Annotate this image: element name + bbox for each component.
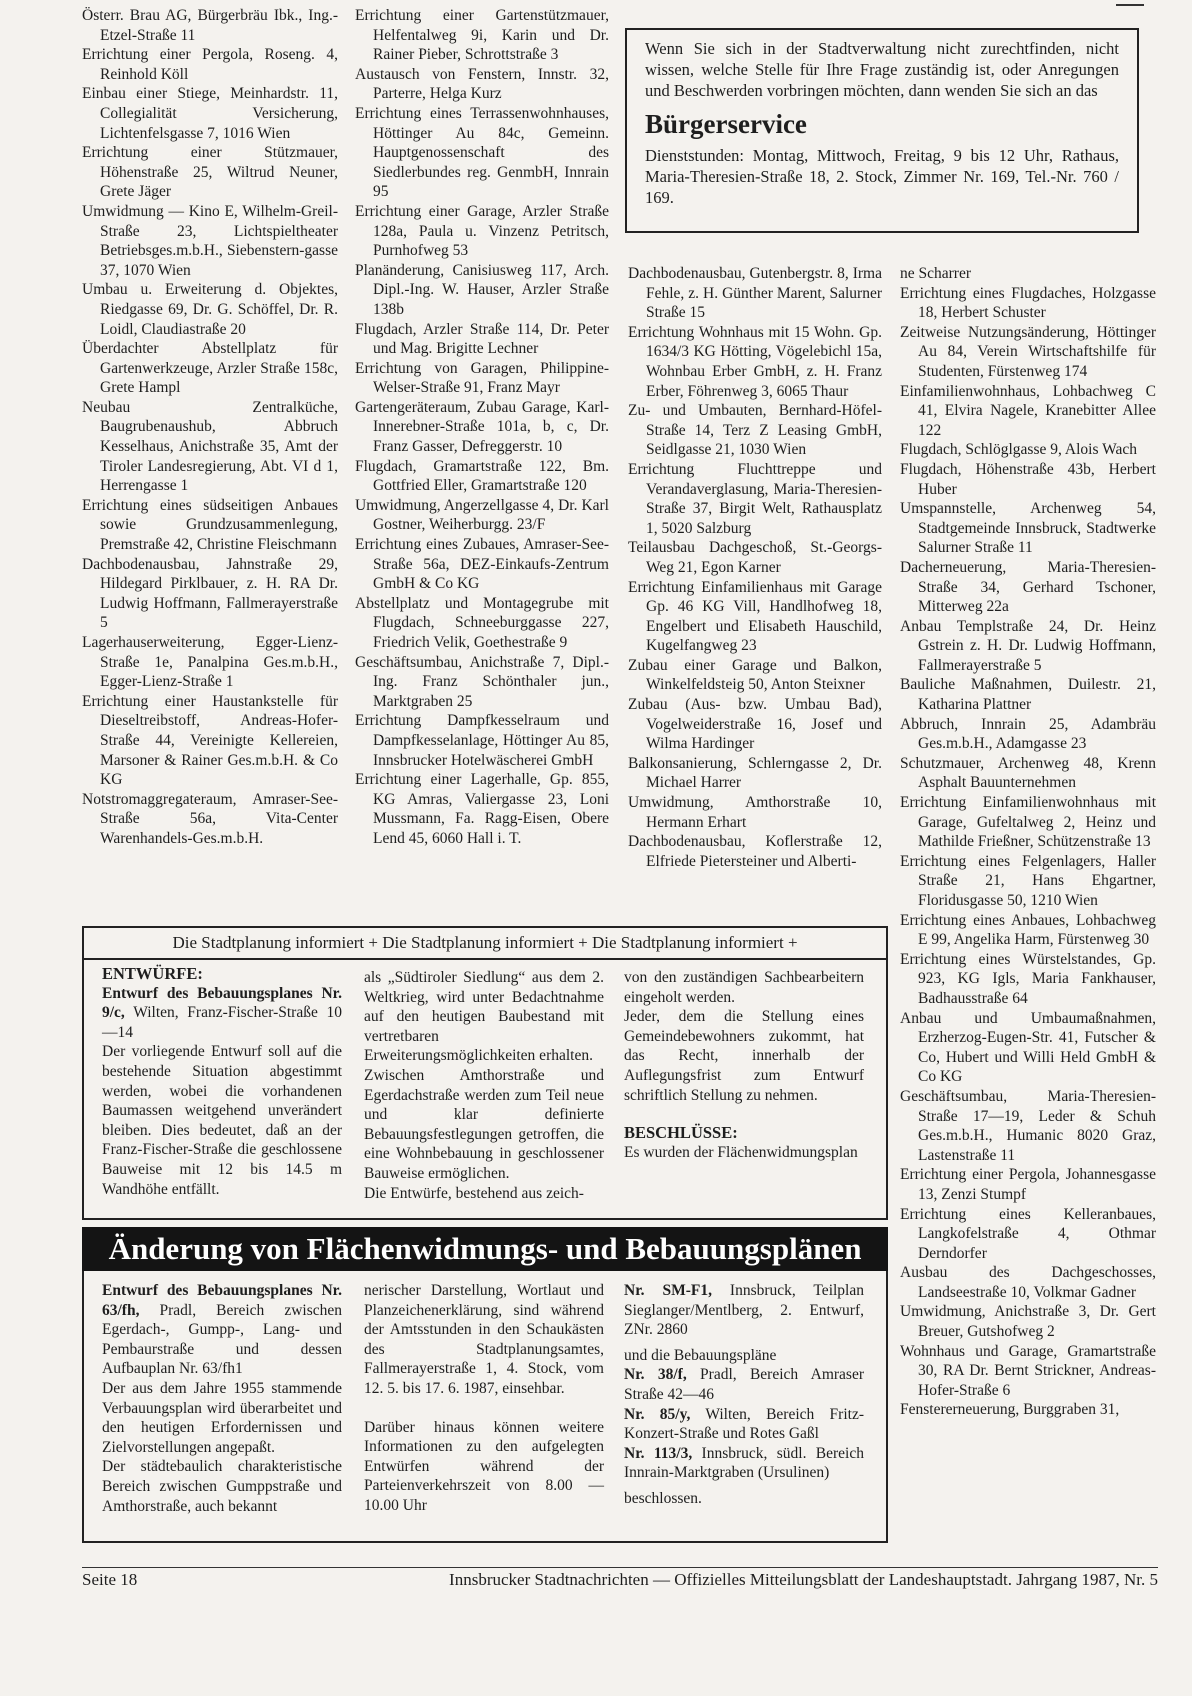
- list-item: Errichtung Einfamilienhaus mit Garage Gp. 46 KG Vill, Handlhofweg 18, Engelbert und Elisabeth Hauschild, Kugelfangweg 23: [628, 578, 882, 655]
- list-item: Einbau einer Stiege, Meinhardstr. 11, Collegialität Versicherung, Lichtenfelsgasse 7, 1016 Wien: [82, 85, 338, 142]
- list-item: Notstromaggregateraum, Amraser-See-Straße 56a, Vita-Center Warenhandels-Ges.m.b.H.: [82, 790, 338, 847]
- list-item: Zu- und Umbauten, Bernhard-Höfel-Straße 14, Terz Z Leasing GmbH, Seidlgasse 21, 1030 Wien: [628, 402, 882, 459]
- list-item: Bauliche Maßnahmen, Duilestr. 21, Katharina Plattner: [900, 676, 1156, 714]
- list-item: Teilausbau Dachgeschoß, St.-Georgs-Weg 21, Egon Karner: [628, 539, 882, 576]
- list-item: Umwidmung, Anichstraße 3, Dr. Gert Breuer, Gutshofweg 2: [900, 1303, 1156, 1341]
- bebauungsplaene-text: und die Bebauungspläne: [624, 1346, 777, 1364]
- list-item: Schutzmauer, Archenweg 48, Krenn Asphalt Bauunternehmen: [900, 754, 1156, 792]
- plan-sm-f1-label: Nr. SM-F1,: [624, 1282, 712, 1299]
- list-item: Planänderung, Canisiusweg 117, Arch. Dipl.-Ing. W. Hauser, Arzler Straße 138b: [355, 261, 609, 318]
- beschluesse-heading: BESCHLÜSSE:: [624, 1123, 738, 1143]
- aenderung-box: [82, 1271, 888, 1543]
- entwurf-63fh: [102, 1281, 342, 1379]
- plan-38f-text: Pradl, Bereich Amraser Straße 42—46: [624, 1366, 864, 1403]
- list-item: Zubau einer Garage und Balkon, Winkelfeldsteig 50, Anton Steixner: [628, 656, 882, 694]
- permit-list-column-2: [355, 6, 609, 849]
- plan-85y-label: Nr. 85/y,: [624, 1405, 691, 1423]
- list-item: Errichtung einer Haustankstelle für Dieseltreibstoff, Andreas-Hofer-Straße 44, Vereinigte Kellereien, Marsoner & Rainer Ges.m.b.H. & Co KG: [82, 692, 338, 789]
- stadtplanung-column-1: [102, 964, 342, 1199]
- publication-line: Innsbrucker Stadtnachrichten — Offizielles Mitteilungsblatt der Landeshauptstadt. Jahrgang 1987, Nr. 5: [449, 1570, 1158, 1589]
- list-item: Errichtung eines südseitigen Anbaues sowie Grundzusammenlegung, Premstraße 42, Christine Fleischmann: [82, 496, 338, 554]
- list-item: Austausch von Fenstern, Innstr. 32, Parterre, Helga Kurz: [355, 65, 609, 103]
- stadtplanung-column-2: [364, 968, 604, 1203]
- footer-rule: [82, 1567, 1158, 1568]
- list-item: Dachbodenausbau, Koflerstraße 12, Elfriede Pietersteiner und Alberti-: [628, 833, 882, 870]
- stellungnahme-text: Jeder, dem die Stellung eines Gemeindebewohners zukommt, hat das Recht, innerhalb der Auflegungsfrist zum Entwurf schriftlich Stellung zu nehmen.: [624, 1008, 864, 1104]
- list-item: Geschäftsumbau, Anichstraße 7, Dipl.-Ing. Franz Schönthaler jun., Marktgraben 25: [355, 653, 609, 710]
- list-item: Umspannstelle, Archenweg 54, Stadtgemeinde Innsbruck, Stadtwerke Salurner Straße 11: [900, 500, 1156, 557]
- verbauungsplan-text: Der aus dem Jahre 1955 stammende Verbauungsplan wird überarbeitet und den heutigen Erfordernissen und Zielvorstellungen angepaßt.: [102, 1379, 342, 1456]
- list-item: Überdachter Abstellplatz für Gartenwerkzeuge, Arzler Straße 158c, Grete Hampl: [82, 340, 338, 397]
- list-item: Lagerhauserweiterung, Egger-Lienz-Straße 1e, Panalpina Ges.m.b.H., Egger-Lienz-Straße 1: [82, 634, 338, 691]
- entwuerfe-text: Die Entwürfe, bestehend aus zeich-: [364, 1184, 584, 1202]
- list-item: Umwidmung, Angerzellgasse 4, Dr. Karl Gostner, Weiherburgg. 23/F: [355, 496, 609, 534]
- list-item: Geschäftsumbau, Maria-Theresien-Straße 17—19, Leder & Schuh Ges.m.b.H., Humanic 8020 Graz, Lastenstraße 11: [900, 1087, 1156, 1164]
- amthorstrasse-text: Zwischen Amthorstraße und Egerdachstraße werden zum Teil neue und klar definierte Bebauungsfestlegungen getroffen, die eine Wohnbebauung in geschlossener Bauweise ermöglichen.: [364, 1066, 604, 1182]
- list-item: Flugdach, Höhenstraße 43b, Herbert Huber: [900, 460, 1156, 498]
- plan-113-3: [624, 1444, 864, 1483]
- list-item: Zeitweise Nutzungsänderung, Höttinger Au 84, Verein Wirtschaftshilfe für Studenten, Fürstenweg 174: [900, 323, 1156, 380]
- buergerservice-title: Bürgerservice: [645, 109, 807, 139]
- list-item: Neubau Zentralküche, Baugrubenaushub, Abbruch Kesselhaus, Anichstraße 35, Amt der Tiroler Landesregierung, Abt. VI d 1, Herrengasse 1: [82, 398, 338, 495]
- list-item: Abbruch, Innrain 25, Adambräu Ges.m.b.H., Adamgasse 23: [900, 715, 1156, 753]
- plan-113-3-text: Innsbruck, südl. Bereich Innrain-Marktgraben (Ursulinen): [624, 1444, 864, 1482]
- entwuerfe-heading: ENTWÜRFE:: [102, 964, 203, 983]
- list-item: Anbau und Umbaumaßnahmen, Erzherzog-Eugen-Str. 41, Futscher & Co, Hubert und Willi Held GmbH & Co KG: [900, 1009, 1156, 1086]
- beschlossen-text: beschlossen.: [624, 1489, 702, 1507]
- list-item: Flugdach, Gramartstraße 122, Bm. Gottfried Eller, Gramartstraße 120: [355, 457, 609, 495]
- list-item: Flugdach, Arzler Straße 114, Dr. Peter und Mag. Brigitte Lechner: [355, 320, 609, 358]
- list-item: Zubau (Aus- bzw. Umbau Bad), Vogelweiderstraße 16, Josef und Wilma Hardinger: [628, 696, 882, 753]
- aenderung-banner: Änderung von Flächenwidmungs- und Bebauungsplänen: [82, 1227, 888, 1271]
- list-item: Errichtung Einfamilienwohnhaus mit Garage, Gufeltalweg 2, Heinz und Mathilde Frießner, Schützenstraße 13: [900, 794, 1156, 851]
- list-item: Fenstererneuerung, Burggraben 31,: [900, 1401, 1120, 1419]
- list-item: Wohnhaus und Garage, Gramartstraße 30, RA Dr. Bernt Strickner, Andreas-Hofer-Straße 6: [900, 1342, 1156, 1399]
- list-item: Balkonsanierung, Schlerngasse 2, Dr. Michael Harrer: [628, 754, 882, 792]
- informationen-text: Darüber hinaus können weitere Informationen zu den aufgelegten Entwürfen während der Parteienverkehrszeit von 8.00 — 10.00 Uhr: [364, 1418, 604, 1514]
- buergerservice-intro: Wenn Sie sich in der Stadtverwaltung nicht zurechtfinden, nicht wissen, welche Stelle für Ihre Frage zuständig ist, oder Anregungen und Beschwerden vorbringen möchten, dann wenden Sie sich an das: [645, 39, 1119, 100]
- list-item: Dachbodenausbau, Gutenbergstr. 8, Irma Fehle, z. H. Günther Marent, Salurner Straße 15: [628, 265, 882, 322]
- list-item: Errichtung einer Stützmauer, Höhenstraße 25, Wiltrud Neuner, Grete Jäger: [82, 144, 338, 201]
- list-item: Gartengeräteraum, Zubau Garage, Karl-Innerebner-Straße 101a, b, c, Dr. Franz Gasser, Defreggerstr. 10: [355, 398, 609, 456]
- list-item: Errichtung eines Terrassenwohnhauses, Höttinger Au 84c, Gemeinn. Hauptgenossenschaft des Siedlerbundes reg. GenmbH, Innrain 95: [355, 104, 609, 201]
- plan-38f: [624, 1365, 864, 1404]
- plan-113-3-label: Nr. 113/3,: [624, 1444, 693, 1462]
- list-item: Errichtung Dampfkesselraum und Dampfkesselanlage, Höttinger Au 85, Innsbrucker Hotelwäscherei GmbH: [355, 712, 609, 769]
- list-item: Errichtung Wohnhaus mit 15 Wohn. Gp. 1634/3 KG Hötting, Vögelebichl 15a, Wohnbau Erber GmbH, z. H. Franz Erber, Föhrenweg 3, 6065 Thaur: [628, 323, 882, 400]
- stadtplanung-column-3: [624, 968, 864, 1162]
- entwurf-63fh-label: Entwurf des Bebauungsplanes Nr. 63/fh,: [102, 1282, 342, 1319]
- entwurf-9c-label: Entwurf des Bebauungsplanes Nr. 9/c,: [102, 984, 342, 1022]
- page-number: Seite 18: [82, 1570, 138, 1589]
- beschluesse-text: Es wurden der Flächenwidmungsplan: [624, 1143, 858, 1161]
- list-item: Einfamilienwohnhaus, Lohbachweg C 41, Elvira Nagele, Kranebitter Allee 122: [900, 382, 1156, 439]
- plan-85y: [624, 1405, 864, 1444]
- siedlung-text: als „Südtiroler Siedlung“ aus dem 2. Weltkrieg, wird unter Bedachtnahme auf den heutigen Baubestand mit vertretbaren Erweiterungsmöglichkeiten erhalten.: [364, 969, 604, 1065]
- list-item: Errichtung eines Anbaues, Lohbachweg E 99, Angelika Harm, Fürstenweg 30: [900, 911, 1156, 949]
- entwurf-9c-location: Wilten, Franz-Fischer-Straße 10—14: [102, 1004, 342, 1041]
- permit-list-column-4: [900, 264, 1156, 1420]
- list-item: Errichtung eines Würstelstandes, Gp. 923, KG Igls, Maria Fankhauser, Badhausstraße 64: [900, 950, 1156, 1007]
- entwurf-63fh-location: Pradl, Bereich zwischen Egerdach-, Gumpp-, Lang- und Pembaurstraße und dessen Aufbauplan Nr. 63/fh1: [102, 1301, 342, 1378]
- list-item: Abstellplatz und Montagegrube mit Flugdach, Schneeburggasse 227, Friedrich Velik, Goethestraße 9: [355, 594, 609, 651]
- list-item: Errichtung einer Gartenstützmauer, Helfentalweg 9i, Karin und Dr. Rainer Pieber, Schrottstraße 3: [355, 7, 609, 64]
- list-item: Dacherneuerung, Maria-Theresien-Straße 34, Gerhard Tschoner, Mitterweg 22a: [900, 558, 1156, 616]
- list-item: Errichtung einer Pergola, Roseng. 4, Reinhold Köll: [82, 46, 338, 83]
- list-item: Errichtung eines Zubaues, Amraser-See-Straße 56a, DEZ-Einkaufs-Zentrum GmbH & Co KG: [355, 536, 609, 593]
- list-item: Errichtung einer Lagerhalle, Gp. 855, KG Amras, Valiergasse 23, Loni Mussmann, Fa. Ragg-Eisen, Obere Lend 45, 6060 Hall i. T.: [355, 771, 609, 847]
- list-item: Dachbodenausbau, Jahnstraße 29, Hildegard Pirklbauer, z. H. RA Dr. Ludwig Hoffmann, Fallmerayerstraße 5: [82, 555, 338, 632]
- sachbearbeiter-text: von den zuständigen Sachbearbeitern eingeholt werden.: [624, 969, 864, 1006]
- list-item: Ausbau des Dachgeschosses, Landseestraße 10, Volkmar Gadner: [900, 1264, 1156, 1301]
- top-corner-rule: [1116, 4, 1144, 6]
- buergerservice-hours: Dienststunden: Montag, Mittwoch, Freitag, 9 bis 12 Uhr, Rathaus, Maria-Theresien-Straße 18, 2. Stock, Zimmer Nr. 169, Tel.-Nr. 760 / 169.: [645, 146, 1119, 207]
- list-item: Umbau u. Erweiterung d. Objektes, Riedgasse 69, Dr. G. Schöffel, Dr. R. Loidl, Claudiastraße 20: [82, 281, 338, 338]
- plan-sm-f1: [624, 1281, 864, 1340]
- entwurf-9c-text: Der vorliegende Entwurf soll auf die bestehende Situation abgestimmt werden, wobei die vorhandenen Baumassen weitgehend unverändert bleiben. Dies bedeutet, daß an der Franz-Fischer-Straße die geschlossene Bauweise mit 12 bis 14.5 m Wandhöhe entfällt.: [102, 1043, 342, 1198]
- list-item: Umwidmung, Amthorstraße 10, Hermann Erhart: [628, 794, 882, 831]
- aenderung-column-1: [102, 1281, 342, 1516]
- stadtplanung-box: [82, 926, 888, 1220]
- einsicht-text: nerischer Darstellung, Wortlaut und Planzeichenerklärung, sind während der Amtsstunden in den Schaukästen des Stadtplanungsamtes, Fallmerayerstraße 1, 4. Stock, vom 12. 5. bis 17. 6. 1987, einsehbar.: [364, 1282, 604, 1397]
- list-item: Errichtung von Garagen, Philippine-Welser-Straße 91, Franz Mayr: [355, 359, 609, 397]
- list-item: Umwidmung — Kino E, Wilhelm-Greil-Straße 23, Lichtspieltheater Betriebsges.m.b.H., Siebenstern-gasse 37, 1070 Wien: [82, 202, 338, 279]
- buergerservice-box: [625, 28, 1139, 233]
- plan-85y-text: Wilten, Bereich Fritz-Konzert-Straße und Rotes Gaßl: [624, 1405, 864, 1443]
- permit-list-column-3: [628, 264, 882, 871]
- list-item: ne Scharrer: [900, 265, 971, 282]
- list-item: Österr. Brau AG, Bürgerbräu Ibk., Ing.-Etzel-Straße 11: [82, 7, 338, 44]
- list-item: Anbau Templstraße 24, Dr. Heinz Gstrein z. H. Dr. Ludwig Hoffmann, Fallmerayerstraße 5: [900, 617, 1156, 674]
- list-item: Errichtung Fluchttreppe und Verandaverglasung, Maria-Theresien-Straße 37, Birgit Welt, Rathausplatz 1, 5020 Salzburg: [628, 460, 882, 537]
- list-item: Flugdach, Schlöglgasse 9, Alois Wach: [900, 441, 1137, 459]
- entwurf-9c: [102, 984, 342, 1043]
- aenderung-column-2: [364, 1281, 604, 1516]
- stadtplanung-header: Die Stadtplanung informiert + Die Stadtplanung informiert + Die Stadtplanung informiert +: [84, 928, 886, 960]
- list-item: Errichtung eines Kelleranbaues, Langkofelstraße 4, Othmar Derndorfer: [900, 1205, 1156, 1262]
- list-item: Errichtung eines Felgenlagers, Haller Straße 21, Hans Ehgartner, Floridusgasse 50, 1210 Wien: [900, 852, 1156, 909]
- list-item: Errichtung einer Pergola, Johannesgasse 13, Zenzi Stumpf: [900, 1166, 1156, 1203]
- plan-38f-label: Nr. 38/f,: [624, 1366, 687, 1384]
- permit-list-column-1: [82, 6, 338, 849]
- plan-sm-f1-text: Innsbruck, Teilplan Sieglanger/Mentlberg, 2. Entwurf, ZNr. 2860: [624, 1282, 864, 1339]
- aenderung-column-3: [624, 1281, 864, 1509]
- list-item: Errichtung eines Flugdaches, Holzgasse 18, Herbert Schuster: [900, 284, 1156, 322]
- bereich-text: Der städtebaulich charakteristische Bereich zwischen Gumppstraße und Amthorstraße, auch bekannt: [102, 1458, 342, 1515]
- list-item: Errichtung einer Garage, Arzler Straße 128a, Paula u. Vinzenz Petritsch, Purnhofweg 53: [355, 202, 609, 260]
